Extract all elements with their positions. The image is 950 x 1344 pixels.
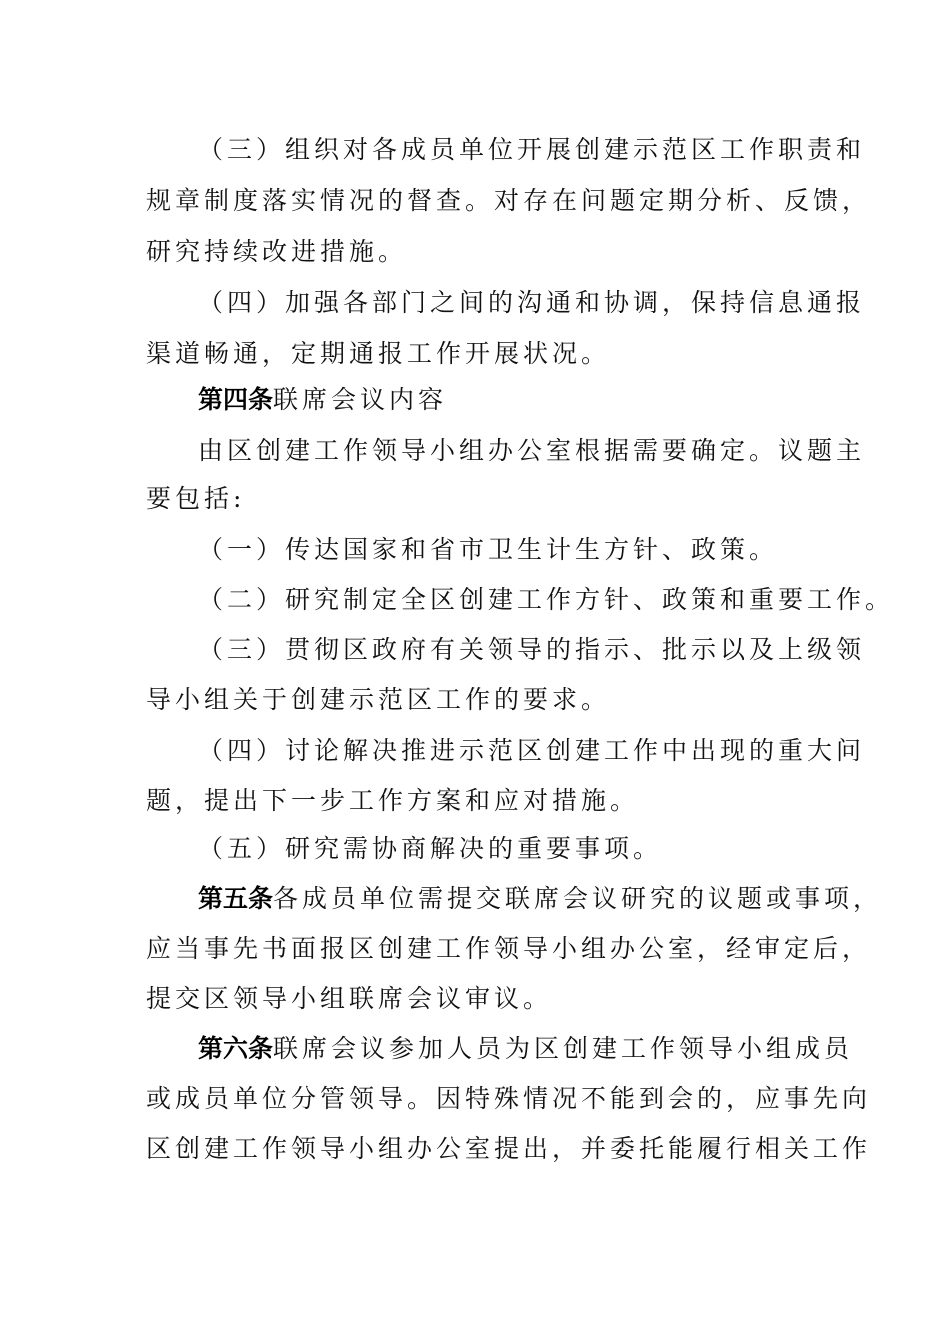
line-text: 或成员单位分管领导。因特殊情况不能到会的，应事先向: [146, 1084, 872, 1113]
line-text: 联席会议参加人员为区创建工作领导小组成员: [273, 1034, 854, 1063]
paragraph-line: [146, 1083, 871, 1115]
paragraph-line: [198, 584, 894, 616]
line-text: （四）加强各部门之间的沟通和协调，保持信息通报: [198, 288, 866, 317]
line-text: （一）传达国家和省市卫生计生方针、政策。: [198, 535, 779, 564]
paragraph-line: [198, 435, 865, 467]
line-text: （三）组织对各成员单位开展创建示范区工作职责和: [198, 135, 866, 164]
line-text: （二）研究制定全区创建工作方针、政策和重要工作。: [198, 585, 895, 614]
article-number: 第五条: [198, 884, 274, 913]
line-text: 规章制度落实情况的督查。对存在问题定期分析、反馈，: [146, 186, 872, 215]
paragraph-line: [198, 134, 865, 166]
line-text: （四）讨论解决推进示范区创建工作中出现的重大问: [198, 736, 866, 765]
paragraph-line: [146, 483, 245, 515]
paragraph-line: [146, 236, 407, 268]
line-text: 研究持续改进措施。: [146, 237, 408, 266]
paragraph-line: [146, 933, 871, 965]
line-text: 渠道畅通，定期通报工作开展状况。: [146, 339, 611, 368]
paragraph-line: [198, 287, 865, 319]
line-text: 题，提出下一步工作方案和应对措施。: [146, 786, 640, 815]
paragraph-line: [198, 534, 778, 566]
line-text: 要包括:: [146, 484, 246, 513]
article-number: 第六条: [198, 1034, 274, 1063]
line-text: 联席会议内容: [273, 385, 448, 414]
paragraph-line: [198, 735, 865, 767]
line-text: 应当事先书面报区创建工作领导小组办公室，经审定后，: [146, 934, 872, 963]
paragraph-line: [146, 185, 871, 217]
paragraph-line: [146, 983, 552, 1015]
paragraph-line: [198, 634, 865, 666]
line-text: （三）贯彻区政府有关领导的指示、批示以及上级领: [198, 635, 866, 664]
paragraph-line: [146, 684, 610, 716]
article-heading: [198, 883, 882, 915]
paragraph-line: [198, 833, 662, 865]
paragraph-line: [146, 785, 639, 817]
line-text: 导小组关于创建示范区工作的要求。: [146, 685, 611, 714]
line-text: （五）研究需协商解决的重要事项。: [198, 834, 663, 863]
paragraph-line: [146, 338, 610, 370]
article-heading: [198, 1033, 853, 1065]
line-text: 提交区领导小组联席会议审议。: [146, 984, 553, 1013]
line-text: 由区创建工作领导小组办公室根据需要确定。议题主: [198, 436, 866, 465]
article-heading: [198, 384, 447, 416]
article-number: 第四条: [198, 385, 274, 414]
line-text: 各成员单位需提交联席会议研究的议题或事项，: [273, 884, 883, 913]
line-text: 区创建工作领导小组办公室提出，并委托能履行相关工作: [146, 1134, 872, 1163]
paragraph-line: [146, 1133, 871, 1165]
